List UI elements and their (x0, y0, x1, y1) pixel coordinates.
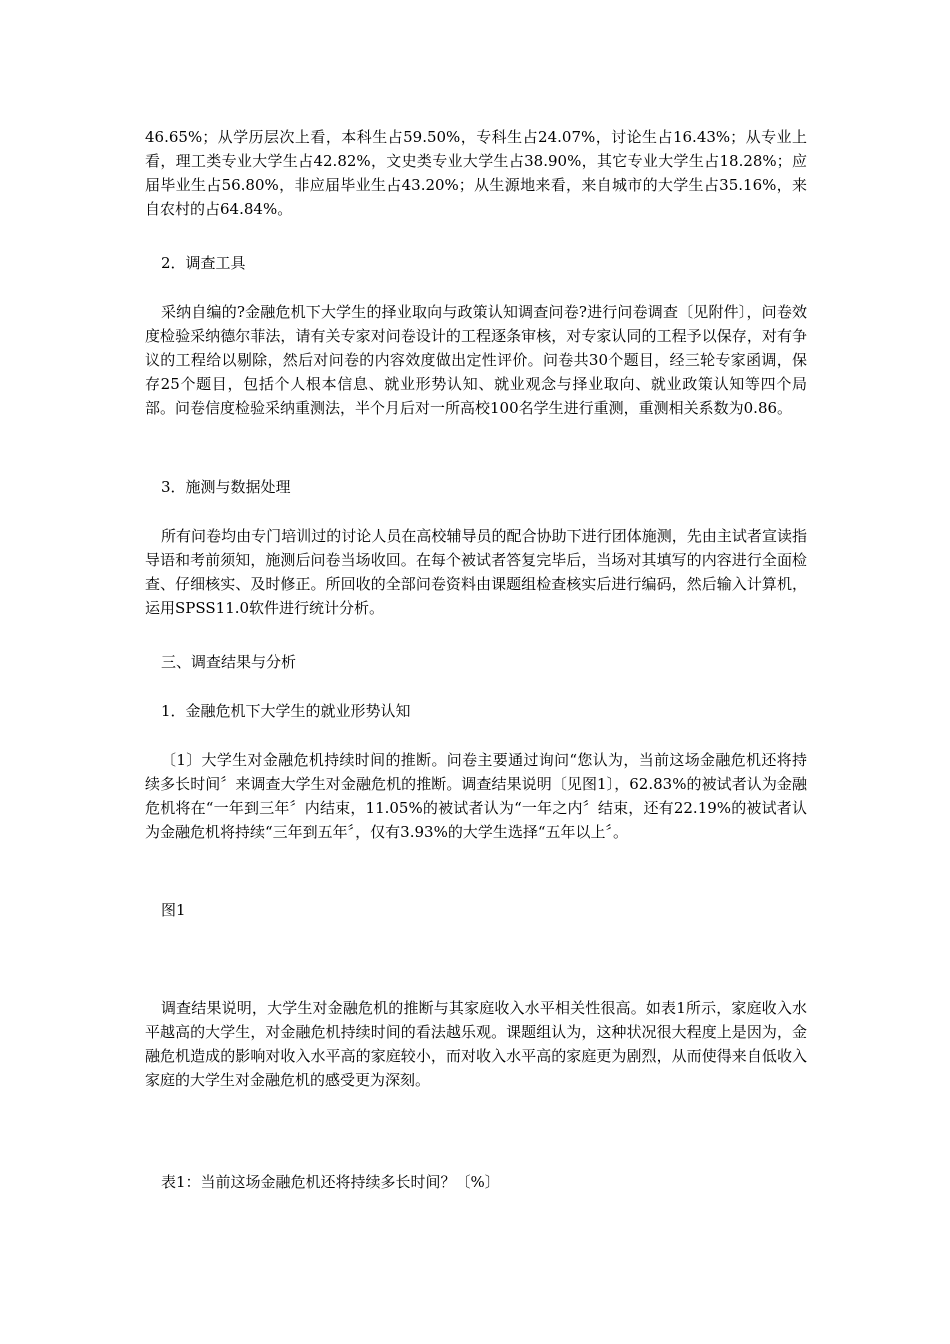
section-heading-results: 三、调查结果与分析 (161, 653, 297, 671)
crisis-duration-paragraph: 〔1〕大学生对金融危机持续时间的推断。问卷主要通过询问“您认为，当前这场金融危机还将持续多长时间〞来调查大学生对金融危机的推断。调查结果说明〔见图1〕，62.83%的被试者认为金融危机将在“一年到三年〞内结束，11.05%的被试者认为“一年之内〞结束，还有22.19%的被试者认为金融危机将持续“三年到五年〞，仅有3.93%的大学生选择“五年以上〞。 (145, 751, 807, 841)
income-correlation-paragraph: 调查结果说明，大学生对金融危机的推断与其家庭收入水平相关性很高。如表1所示，家庭收入水平越高的大学生，对金融危机持续时间的看法越乐观。课题组认为，这种状况很大程度上是因为，金融危机造成的影响对收入水平高的家庭较小，而对收入水平高的家庭更为剧烈，从而使得来自低收入家庭的大学生对金融危机的感受更为深刻。 (145, 999, 807, 1089)
subsection-heading-employment-perception: 1．金融危机下大学生的就业形势认知 (161, 702, 411, 720)
sample-composition-paragraph: 46.65%；从学历层次上看，本科生占59.50%，专科生占24.07%，讨论生占16.43%；从专业上看，理工类专业大学生占42.82%，文史类专业大学生占38.90%，其它专业大学生占18.28%；应届毕业生占56.80%，非应届毕业生占43.20%；从生源地来看，来自城市的大学生占35.16%，来自农村的占64.84%。 (145, 128, 807, 218)
table-1-caption: 表1：当前这场金融危机还将持续多长时间？〔%〕 (161, 1173, 500, 1191)
figure-1-caption: 图1 (161, 901, 186, 919)
survey-tools-paragraph: 采纳自编的?金融危机下大学生的择业取向与政策认知调查问卷?进行问卷调查〔见附件〕，问卷效度检验采纳德尔菲法，请有关专家对问卷设计的工程逐条审核，对专家认同的工程予以保存，对有争议的工程给以剔除，然后对问卷的内容效度做出定性评价。问卷共30个题目，经三轮专家函调，保存25个题目，包括个人根本信息、就业形势认知、就业观念与择业取向、就业政策认知等四个局部。问卷信度检验采纳重测法，半个月后对一所高校100名学生进行重测，重测相关系数为0.86。 (145, 303, 807, 417)
administration-paragraph: 所有问卷均由专门培训过的讨论人员在高校辅导员的配合协助下进行团体施测，先由主试者宣读指导语和考前须知，施测后问卷当场收回。在每个被试者答复完毕后，当场对其填写的内容进行全面检查、仔细核实、及时修正。所回收的全部问卷资料由课题组检查核实后进行编码，然后输入计算机，运用SPSS11.0软件进行统计分析。 (145, 527, 807, 617)
section-heading-survey-tools: 2．调查工具 (161, 254, 246, 272)
section-heading-administration: 3．施测与数据处理 (161, 478, 291, 496)
